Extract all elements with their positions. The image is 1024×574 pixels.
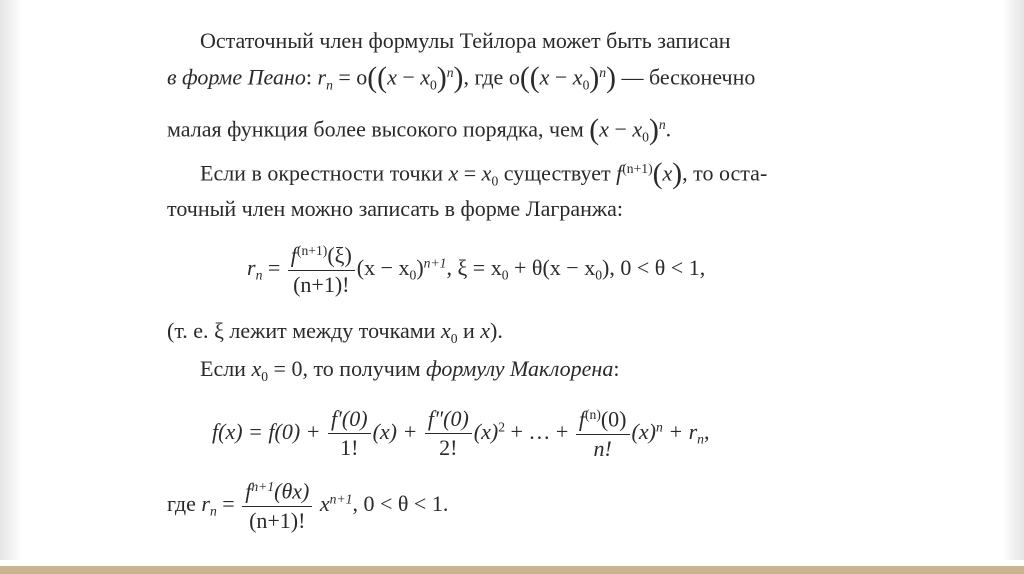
text: (т. е. [167,318,215,343]
fraction-denominator: (n+1)! [249,507,306,533]
math-paren: ( [652,158,663,190]
fraction-denominator: (n+1)! [293,271,350,297]
math-sup: n [658,117,666,133]
fraction-numerator: f′(0) [328,408,371,434]
math-paren: (( [367,62,388,94]
text: ). [490,318,503,343]
fraction [576,408,630,460]
fraction-numerator [242,480,312,507]
fraction-denominator: n! [593,435,612,461]
math-expr: (x − x [356,254,410,280]
fraction [328,408,371,459]
math-x: x [481,160,492,186]
math-sub: 0 [430,77,437,93]
math-expr: (x) + [372,418,423,444]
math-x: x [599,116,609,142]
text: . [665,116,672,142]
math-f: f [245,478,252,504]
math-expr: + θ(x − x [508,254,596,280]
math-expr: , 0 < θ < 1. [352,490,449,516]
math-x: x [480,318,491,343]
formula-lagrange-remainder [247,244,705,296]
colon: : [305,64,312,90]
math-eq: = [262,254,286,280]
math-sup: (n+1) [622,161,653,177]
math-sub: 0 [582,77,590,93]
fraction-denominator: 1! [340,435,359,461]
math-minus: − [396,64,421,90]
left-edge-shadow [0,0,22,560]
math-expr: , ξ = x [446,254,502,280]
math-xi: ξ [214,318,224,343]
math-x: x [420,64,431,90]
formula-maclaurin [212,408,709,460]
math-x: x [387,64,397,90]
math-expr: ), 0 < θ < 1, [602,254,706,280]
math-sub: n [326,77,333,93]
math-expr: (x) [473,418,499,444]
paragraph-maclaurin-intro [200,358,619,383]
math-minus: − [608,116,633,142]
paragraph-lagrange-line2 [167,198,623,220]
text: , то получим [302,356,427,381]
math-r: r [201,490,210,516]
math-sup: 2 [498,419,506,435]
math-f: f [578,406,585,432]
math-f: f [616,160,623,186]
math-sup: (n+1) [296,243,328,258]
math-sup: n [655,419,663,435]
math-sup: n [446,65,454,81]
fraction-denominator: 2! [439,435,458,461]
right-edge-shadow [1002,0,1024,560]
bottom-accent-bar [0,566,1024,574]
paragraph-peano-line1 [200,30,731,52]
math-paren: ( [589,114,600,146]
math-o: o [503,64,520,90]
math-sub: n [697,431,704,447]
math-paren: ) [648,114,659,146]
math-sub: n [209,503,217,519]
math-x: x [251,356,262,381]
math-expr: + … + [505,418,574,444]
math-sup: n+1 [329,491,353,507]
math-sup: n+1 [423,255,447,271]
math-sub: n [255,267,263,283]
maclaurin-label: формулу Маклорена [426,356,614,381]
math-sub: 0 [491,173,499,189]
paragraph-lagrange-line1 [200,160,767,190]
text: , то оста- [682,160,768,186]
fraction [242,480,312,532]
math-minus: − [549,64,573,90]
math-paren: ) [606,62,616,94]
math-sup: n [599,65,607,81]
text: : [613,356,620,381]
math-x: x [632,116,643,142]
fraction-numerator: f″(0) [425,408,472,434]
math-eq-o: = o [332,64,368,90]
math-arg: (ξ) [327,242,352,268]
paragraph-peano-line2 [167,64,755,94]
text: точный член можно записать в форме Лагранжа: [167,196,623,221]
peano-form-label: в форме Пеано [167,64,306,90]
math-x: x [572,64,583,90]
fraction-numerator [576,408,630,435]
math-x: x [662,160,673,186]
math-r: r [247,254,256,280]
math-sub: 0 [642,129,649,145]
math-paren: ) [589,62,600,94]
fraction-numerator [288,244,355,271]
math-eq: = 0 [268,356,303,381]
math-sup: n+1 [251,479,275,494]
math-eq: = [458,160,482,186]
math-sup: (n) [584,407,601,422]
text: , где [463,64,504,90]
math-sub: 0 [261,368,269,384]
math-sub: 0 [450,330,458,346]
math-r: r [317,64,327,90]
math-sub: 0 [409,267,417,283]
text: Если в окрестности точки [200,160,449,186]
fraction [288,244,355,296]
text: существует [498,160,617,186]
math-paren: ) [453,62,464,94]
math-x: x [448,160,459,186]
math-expr: + r [662,418,698,444]
fraction [425,408,472,459]
math-paren: ) [436,62,447,94]
math-x: x [539,64,550,90]
text: где [167,490,202,516]
math-sub: 0 [595,267,603,283]
text: Остаточный член формулы Тейлора может быть записан [200,28,731,53]
paragraph-peano-line3 [167,116,671,146]
text: и [457,318,481,343]
text: лежит между точками [223,318,441,343]
math-x: x [440,318,451,343]
math-x: x [314,490,330,516]
math-expr: (x) [631,418,656,444]
math-sub: 0 [501,267,509,283]
math-f: f [290,242,297,268]
math-arg: (θx) [274,478,310,504]
math-expr: f(x) = f(0) + [212,418,326,444]
formula-maclaurin-remainder [167,480,448,532]
text: — бесконечно [615,64,756,90]
math-expr: , [703,418,710,444]
text: Если [200,356,252,381]
math-expr: ) [416,254,424,280]
math-paren: ) [672,158,683,190]
paragraph-xi-note [167,320,503,345]
text: малая функция более высокого порядка, чем [167,116,590,142]
math-paren: (( [519,62,540,94]
math-arg: (0) [600,406,627,432]
math-eq: = [216,490,241,516]
